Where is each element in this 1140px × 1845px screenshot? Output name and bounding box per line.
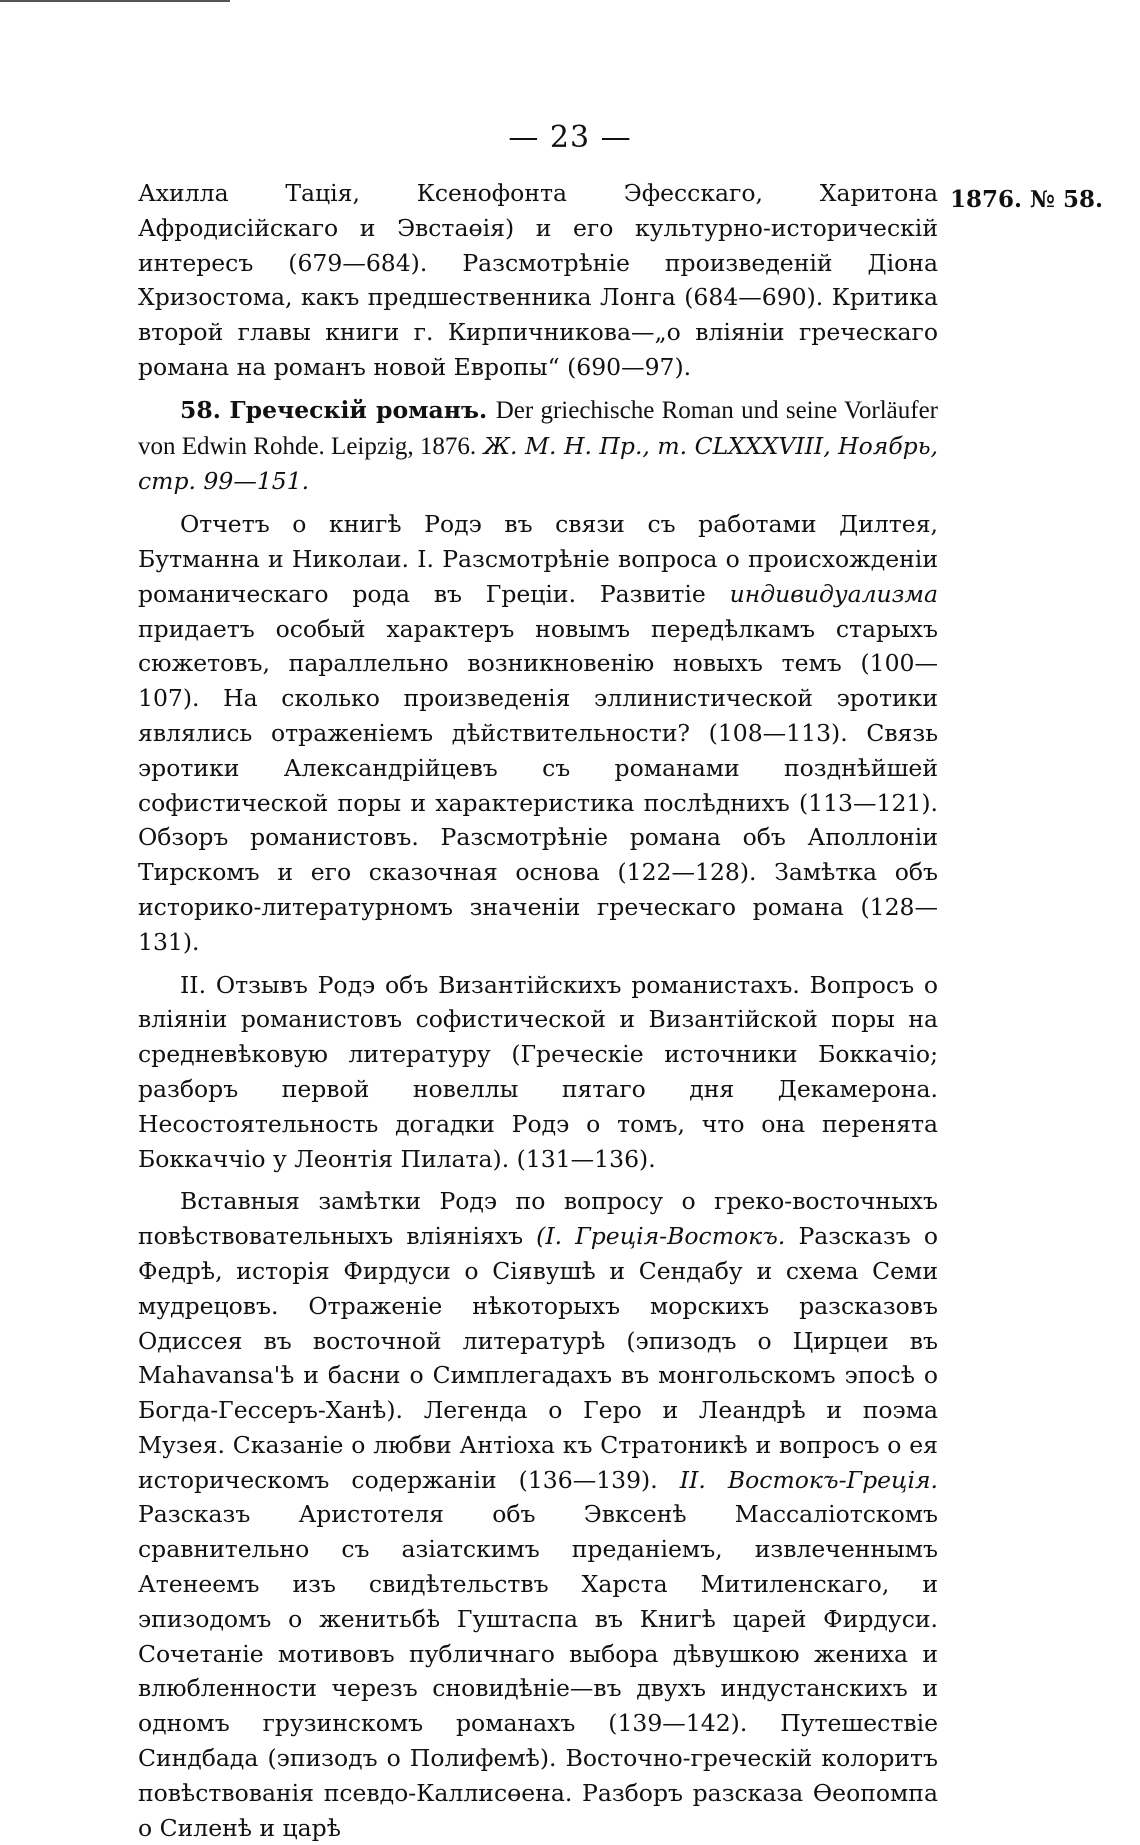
section-heading-inline: (I. Греція-Востокъ. xyxy=(536,1222,786,1251)
entry-journal: Ж. М. Н. Пр., т. CLXXXVIII, Ноябрь, стр. 99—151. xyxy=(138,431,938,496)
section-heading-inline: II. Востокъ-Греція. xyxy=(679,1465,938,1494)
entry-number: 58. xyxy=(180,395,221,424)
scan-edge-line xyxy=(0,0,230,2)
page-body xyxy=(138,176,938,1845)
paragraph-text: придаетъ особый характеръ новымъ передѣлкамъ старыхъ сюжетовъ, параллельно возникновенію новыхъ темъ (100—107). На сколько произведенія эллинистической эротики являлись отраженіемъ дѣйствительности? (108—113). Связь эротики Александрійцевъ съ романами позднѣйшей софистической поры и характеристика послѣднихъ (113—121). Обзоръ романистовъ. Разсмотрѣніе романа объ Аполлоніи Тирскомъ и его сказочная основа (122—128). Замѣтка объ историко-литературномъ значеніи греческаго романа (128—131). xyxy=(138,614,938,956)
paragraph-text: Отчетъ о книгѣ Родэ въ связи съ работами Дилтея, Бутманна и Николаи. I. Разсмотрѣніе вопроса о происхожденіи романическаго рода въ Греціи. Развитіе xyxy=(138,510,938,608)
paragraph-review-part1 xyxy=(138,507,938,959)
entry-58 xyxy=(138,393,938,499)
paragraph-text: Разсказъ о Федрѣ, исторія Фирдуси о Сіявушѣ и Сендабу и схема Семи мудрецовъ. Отраженіе нѣкоторыхъ морскихъ разсказовъ Одиссея въ восточной литературѣ (эпизодъ о Цирцеи въ Mahavansa'ѣ и басни о Симплегадахъ въ монгольскомъ эпосѣ о Богда-Гессеръ-Ханѣ). Легенда о Геро и Леандрѣ и поэма Музея. Сказаніе о любви Антіоха къ Стратоникѣ и вопросъ о ея историческомъ содержаніи (136—139). xyxy=(138,1222,938,1494)
paragraph-text: Разсказъ Аристотеля объ Эвксенѣ Массаліотскомъ сравнительно съ азіатскимъ преданіемъ, извлеченнымъ Атенеемъ изъ свидѣтельствъ Харста Митиленскаго, и эпизодомъ о женитьбѣ Гуштаспа въ Книгѣ царей Фирдуси. Сочетаніе мотивовъ публичнаго выбора дѣвушкою жениха и влюбленности черезъ сновидѣніе—въ двухъ индустанскихъ и одномъ грузинскомъ романахъ (139—142). Путешествіе Синдбада (эпизодъ о Полифемѣ). Восточно-греческій колоритъ повѣствованія псевдо-Каллисөена. Разборъ разсказа Өеопомпа о Силенѣ и царѣ xyxy=(138,1500,938,1842)
entry-title-de: Der griechische Roman und seine Vorläufer von Edwin Rohde. Leipzig, 1876. xyxy=(138,396,939,460)
emphasis-text: индивидуализма xyxy=(729,579,938,608)
entry-title-ru: Греческій романъ. xyxy=(229,395,488,424)
margin-note: 1876. № 58. xyxy=(950,186,1104,213)
paragraph-text: Вставныя замѣтки Родэ по вопросу о греко-восточныхъ повѣствовательныхъ вліяніяхъ xyxy=(138,1187,938,1251)
paragraph-inserted-notes xyxy=(138,1184,938,1845)
page-number: — 23 — xyxy=(508,120,632,155)
paragraph-review-part2: II. Отзывъ Родэ объ Византійскихъ романистахъ. Вопросъ о вліяніи романистовъ софистической и Византійской поры на средневѣковую литературу (Греческіе источники Боккачіо; разборъ первой новеллы пятаго дня Декамерона. Несостоятельность догадки Родэ о томъ, что она перенята Боккаччіо у Леонтія Пилата). (131—136). xyxy=(138,970,938,1173)
paragraph-continued: Ахилла Тація, Ксенофонта Эфесскаго, Харитона Афродисійскаго и Эвстаөія) и его культурно-историческій интересъ (679—684). Разсмотрѣніе произведеній Діона Хризостома, какъ предшественника Лонга (684—690). Критика второй главы книги г. Кирпичникова—„о вліяніи греческаго романа на романъ новой Европы“ (690—97). xyxy=(138,179,938,381)
